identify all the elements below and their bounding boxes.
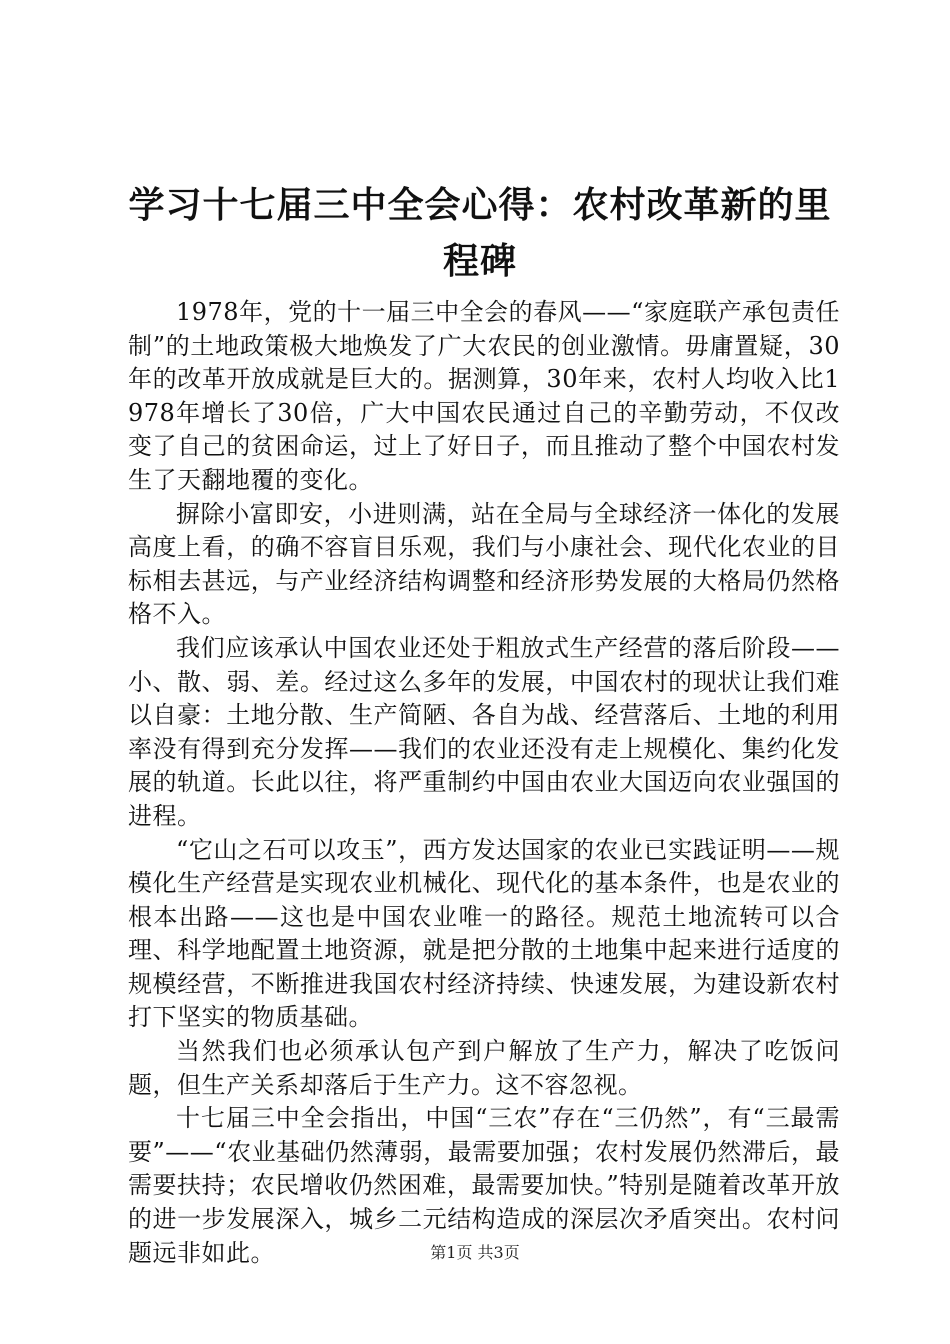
page-title: 学习十七届三中全会心得：农村改革新的里程碑 (128, 185, 832, 282)
document-body (128, 296, 840, 1270)
page-number-footer: 第1页 共3页 (430, 1243, 520, 1262)
paragraph-6: 十七届三中全会指出，中国“三农”存在“三仍然”，有“三最需要”——“农业基础仍然薄弱，最需要加强；农村发展仍然滞后，最需要扶持；农民增收仍然困难，最需要加快。”特别是随着改革开放的进一步发展深入，城乡二元结构造成的深层次矛盾突出。农村问题远非如此。 (128, 1104, 840, 1267)
paragraph-2: 摒除小富即安，小进则满，站在全局与全球经济一体化的发展高度上看，的确不容盲目乐观，我们与小康社会、现代化农业的目标相去甚远，与产业经济结构调整和经济形势发展的大格局仍然格格不入。 (128, 499, 840, 629)
paragraph-1: 1978年，党的十一届三中全会的春风——“家庭联产承包责任制”的土地政策极大地焕发了广大农民的创业激情。毋庸置疑，30年的改革开放成就是巨大的。据测算，30年来，农村人均收入比1978年增长了30倍，广大中国农民通过自己的辛勤劳动，不仅改变了自己的贫困命运，过上了好日子，而且推动了整个中国农村发生了天翻地覆的变化。 (128, 298, 840, 494)
paragraph-5: 当然我们也必须承认包产到户解放了生产力，解决了吃饭问题，但生产关系却落后于生产力。这不容忽视。 (128, 1037, 840, 1099)
paragraph-3: 我们应该承认中国农业还处于粗放式生产经营的落后阶段——小、散、弱、差。经过这么多年的发展，中国农村的现状让我们难以自豪：土地分散、生产简陋、各自为战、经营落后、土地的利用率没有得到充分发挥——我们的农业还没有走上规模化、集约化发展的轨道。长此以往，将严重制约中国由农业大国迈向农业强国的进程。 (128, 633, 840, 830)
paragraph-4: “它山之石可以攻玉”，西方发达国家的农业已实践证明——规模化生产经营是实现农业机械化、现代化的基本条件，也是农业的根本出路——这也是中国农业唯一的路径。规范土地流转可以合理、科学地配置土地资源，就是把分散的土地集中起来进行适度的规模经营，不断推进我国农村经济持续、快速发展，为建设新农村打下坚实的物质基础。 (128, 835, 840, 1032)
